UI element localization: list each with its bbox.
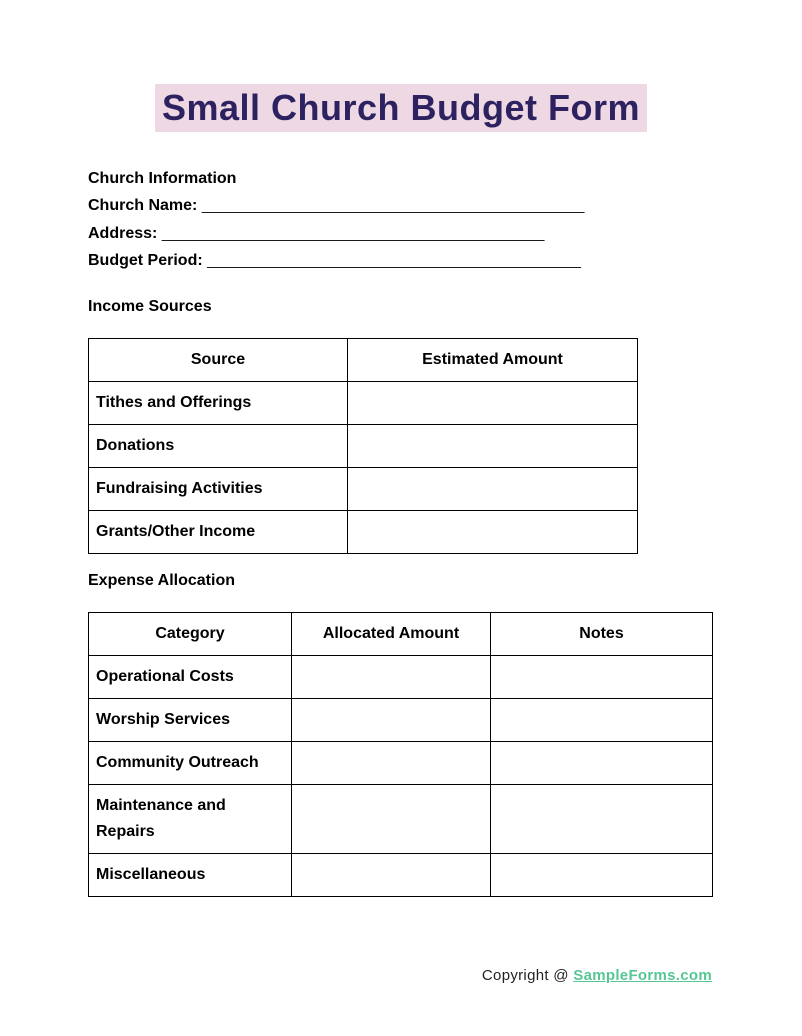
expense-table-header-row — [89, 612, 713, 655]
table-row — [89, 698, 713, 741]
expense-row-notes-cell — [491, 655, 713, 698]
income-row-label: Grants/Other Income — [89, 510, 348, 553]
expense-row-notes-cell — [491, 853, 713, 896]
church-info-section — [88, 165, 712, 275]
income-row-amount-cell — [348, 381, 638, 424]
expense-header-notes: Notes — [491, 612, 713, 655]
income-sources-heading: Income Sources — [88, 297, 212, 315]
expense-row-label: Worship Services — [89, 698, 292, 741]
table-row — [89, 741, 713, 784]
expense-row-amount-cell — [292, 655, 491, 698]
table-row — [89, 510, 638, 553]
sampleforms-link[interactable]: SampleForms.com — [573, 966, 712, 984]
budget-period-field — [88, 247, 712, 275]
expense-row-amount-cell — [292, 784, 491, 853]
table-row — [89, 784, 713, 853]
expense-allocation-table — [88, 612, 713, 897]
income-table-header-row — [89, 338, 638, 381]
expense-row-notes-cell — [491, 784, 713, 853]
expense-row-label: Miscellaneous — [89, 853, 292, 896]
address-blank-line: ___________________________________________ — [161, 224, 545, 242]
address-label: Address: — [88, 224, 158, 242]
footer — [88, 967, 712, 984]
church-name-label: Church Name: — [88, 197, 198, 214]
income-row-amount-cell — [348, 467, 638, 510]
income-row-amount-cell — [348, 424, 638, 467]
income-header-source: Source — [89, 338, 348, 381]
table-row — [89, 381, 638, 424]
income-header-estimated-amount: Estimated Amount — [348, 338, 638, 381]
expense-row-amount-cell — [292, 698, 491, 741]
title-block — [0, 0, 802, 132]
expense-header-category: Category — [89, 612, 292, 655]
address-field — [88, 220, 712, 248]
expense-row-amount-cell — [292, 853, 491, 896]
church-info-heading: Church Information — [88, 170, 237, 187]
expense-row-notes-cell — [491, 741, 713, 784]
table-row — [89, 853, 713, 896]
expense-row-amount-cell — [292, 741, 491, 784]
table-row — [89, 655, 713, 698]
church-name-field — [88, 192, 712, 220]
copyright-text: Copyright @ — [481, 966, 574, 984]
expense-row-notes-cell — [491, 698, 713, 741]
church-name-blank-line: ___________________________________________ — [201, 197, 585, 214]
income-sources-table — [88, 338, 638, 554]
budget-period-blank-line: __________________________________________ — [207, 252, 581, 269]
table-row — [89, 424, 638, 467]
expense-row-label: Community Outreach — [89, 741, 292, 784]
expense-header-allocated-amount: Allocated Amount — [292, 612, 491, 655]
document-content — [88, 165, 712, 984]
expense-row-label: Maintenance and Repairs — [89, 784, 292, 853]
budget-period-label: Budget Period: — [88, 252, 203, 269]
income-row-amount-cell — [348, 510, 638, 553]
income-row-label: Tithes and Offerings — [89, 381, 348, 424]
table-row — [89, 467, 638, 510]
page-title: Small Church Budget Form — [155, 84, 647, 132]
income-row-label: Donations — [89, 424, 348, 467]
expense-row-label: Operational Costs — [89, 655, 292, 698]
expense-allocation-heading: Expense Allocation — [88, 571, 235, 589]
income-row-label: Fundraising Activities — [89, 467, 348, 510]
